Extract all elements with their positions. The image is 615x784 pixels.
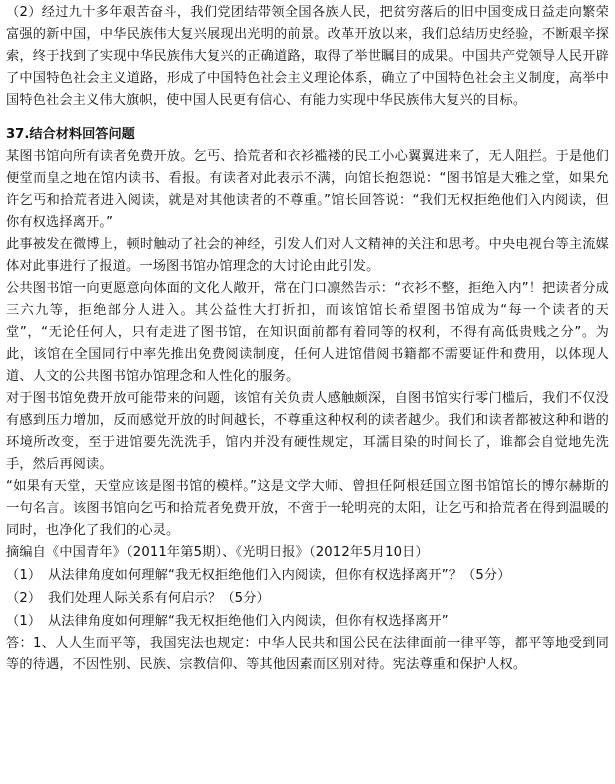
sub-question-1-repeat: （1） 从法律角度如何理解“我无权拒绝他们入内阅读，但你有权选择离开” bbox=[6, 614, 449, 629]
answer-text: 答：1、人人生而平等，我国宪法也规定：中华人民共和国公民在法律面前一律平等，都平等地受到同等的待遇，不因性别、民族、宗教信仰、等其他因素而区别对待。宪法尊重和保护人权。 bbox=[6, 636, 609, 672]
material-paragraph-2: 此事被发在微博上，顿时触动了社会的神经，引发人们对人文精神的关注和思考。中央电视台等主流媒体对此事进行了报道。一场图书馆办馆理念的大讨论由此引发。 bbox=[6, 237, 609, 274]
question-title: 37.结合材料回答问题 bbox=[6, 127, 135, 142]
material-paragraph-4: 对于图书馆免费开放可能带来的问题，该馆有关负责人感触颇深，自图书馆实行零门槛后，我们不仅没有感到压力增加，反而感觉开放的时间越长，不尊重这种权利的读者越少。我们和读者都被这种和谐的环境所改变，至于进馆要先洗洗手，馆内并没有硬性规定，耳濡目染的时间长了，谁都会自觉地先洗手，然后再阅读。 bbox=[6, 391, 609, 472]
sub-question-1: （1） 从法律角度如何理解“我无权拒绝他们入内阅读，但你有权选择离开”？（5分） bbox=[6, 568, 511, 583]
material-paragraph-1: 某图书馆向所有读者免费开放。乞丐、拾荒者和衣衫褴褛的民工小心翼翼进来了，无人阻拦。于是他们便堂而皇之地在馆内读书、看报。有读者对此表示不满，向馆长抱怨说：“图书馆是大雅之堂，如果允许乞丐和拾荒者进入阅读，就是对其他读者的不尊重。”馆长回答说：“我们无权拒绝他们入内阅读，但你有权选择离开。” bbox=[6, 149, 609, 230]
intro-paragraph: （2）经过九十多年艰苦奋斗，我们党团结带领全国各族人民，把贫穷落后的旧中国变成日益走向繁荣富强的新中国，中华民族伟大复兴展现出光明的前景。改革开放以来，我们总结历史经验，不断艰辛探索，终于找到了实现中华民族伟大复兴的正确道路，取得了举世瞩目的成果。中国共产党领导人民开辟了中国特色社会主义道路，形成了中国特色社会主义理论体系，确立了中国特色社会主义制度，高举中国特色社会主义伟大旗帜，使中国人民更有信心、有能力实现中华民族伟大复兴的目标。 bbox=[6, 5, 609, 108]
source-citation: 摘编自《中国青年》（2011年第5期）、《光明日报》（2012年5月10日） bbox=[6, 545, 429, 560]
sub-question-2: （2） 我们处理人际关系有何启示？（5分） bbox=[6, 591, 270, 606]
document-page bbox=[6, 2, 609, 675]
material-paragraph-3: 公共图书馆一向更愿意向体面的文化人敞开，常在门口凛然告示：“衣衫不整，拒绝入内”！把读者分成三六九等，拒绝部分人进入。其公益性大打折扣，而该馆馆长希望图书馆成为“每一个读者的天堂”，“无论任何人，只有走进了图书馆，在知识面前都有着同等的权利，不得有高低贵贱之分”。为此，该馆在全国同行中率先推出免费阅读制度，任何人进馆借阅书籍都不需要证件和费用，以体现人道、人文的公共图书馆办馆理念和人性化的服务。 bbox=[6, 281, 609, 384]
material-paragraph-5: “如果有天堂，天堂应该是图书馆的模样。”这是文学大师、曾担任阿根廷国立图书馆馆长的博尔赫斯的一句名言。该图书馆向乞丐和拾荒者免费开放，不啻于一轮明亮的太阳，让乞丐和拾荒者在得到温暖的同时，也净化了我们的心灵。 bbox=[6, 479, 609, 538]
